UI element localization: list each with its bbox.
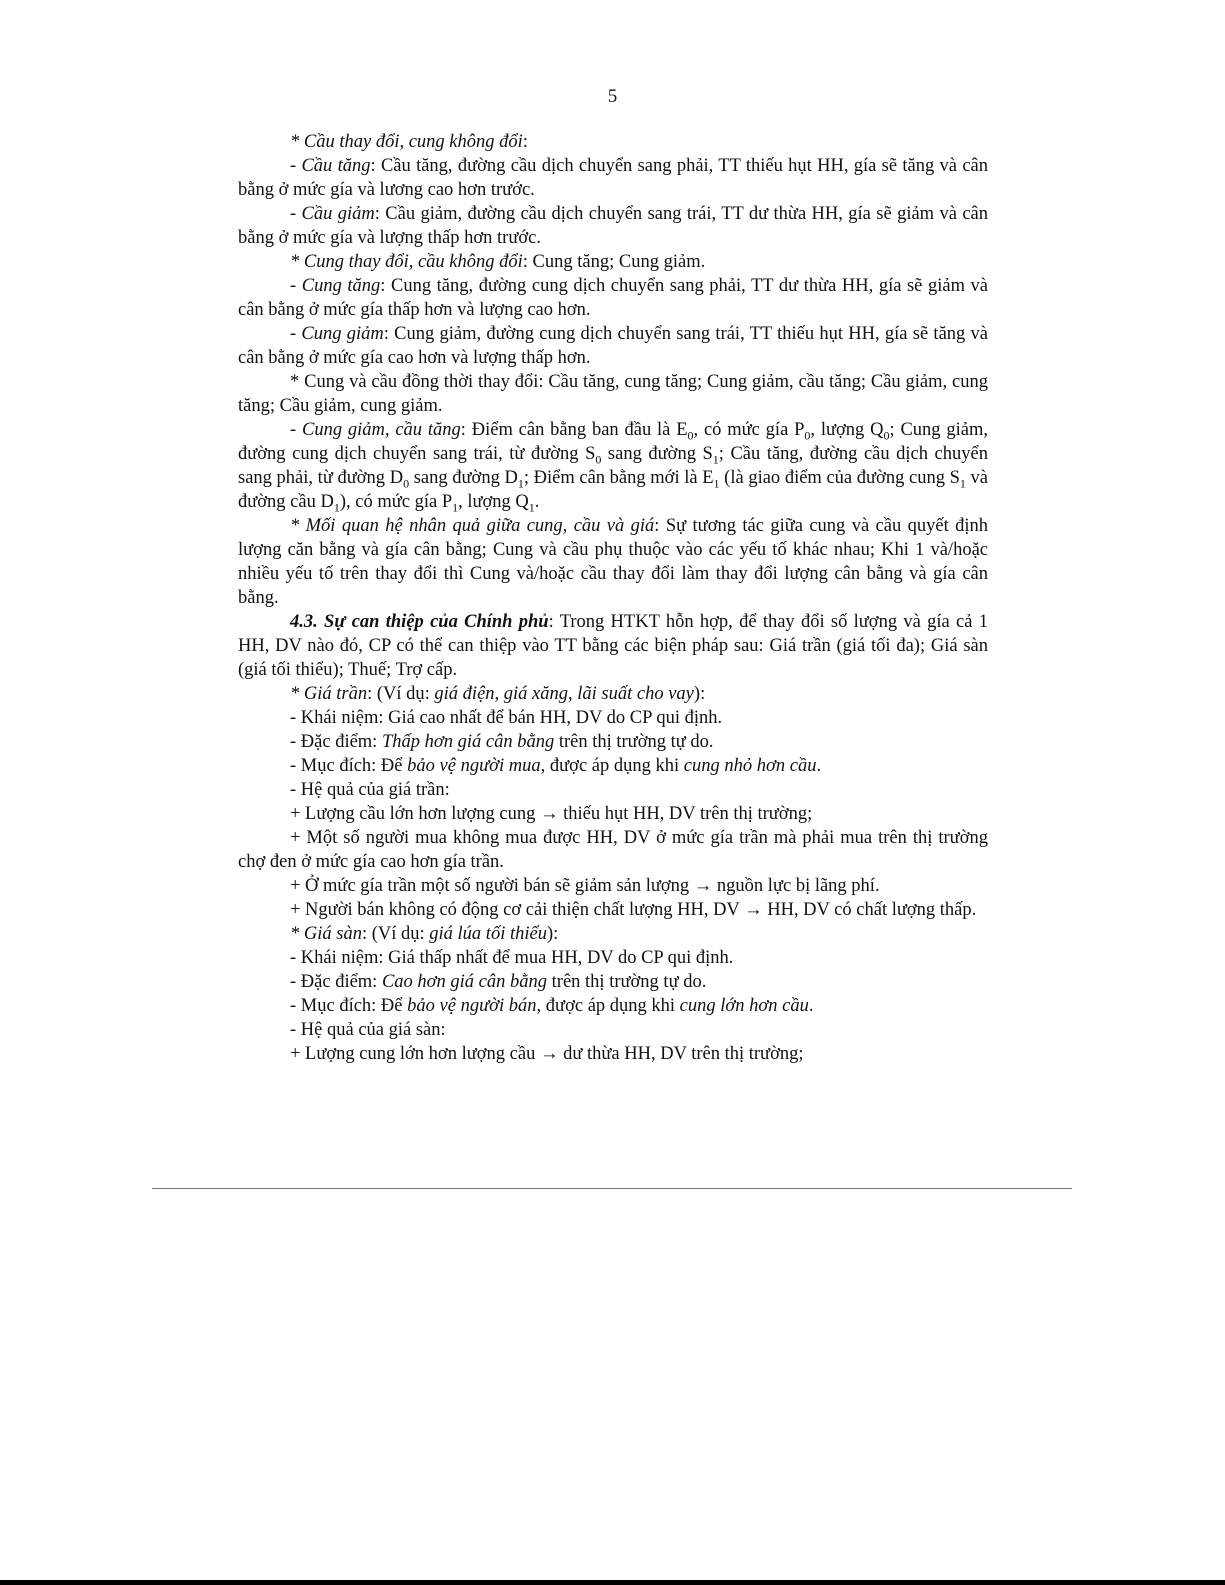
price-floor-heading: * Giá sàn: (Ví dụ: giá lúa tối thiểu): bbox=[290, 924, 559, 944]
price-floor-purpose: - Mục đích: Để bảo vệ người bán, được áp dụng khi cung lớn hơn cầu. bbox=[290, 996, 814, 1016]
price-floor-consequence-heading: - Hệ quả của giá sàn: bbox=[290, 1020, 446, 1040]
document-body bbox=[238, 130, 988, 1066]
demand-change-heading: * Cầu thay đổi, cung không đổi: bbox=[290, 132, 528, 152]
price-floor-concept: - Khái niệm: Giá thấp nhất để mua HH, DV do CP qui định. bbox=[290, 948, 734, 968]
supply-increase-paragraph: - Cung tăng: Cung tăng, đường cung dịch chuyển sang phải, TT dư thừa HH, gía sẽ giảm và cân bằng ở mức gía thấp hơn và lượng cao hơn. bbox=[238, 276, 988, 320]
causal-relation-paragraph: * Mối quan hệ nhân quả giữa cung, cầu và giá: Sự tương tác giữa cung và cầu quyết định lượng căn bằng và gía cân bằng; Cung và cầu phụ thuộc vào các yếu tố khác nhau; Khi 1 và/hoặc nhiều yếu tố trên thay đổi thì Cung và/hoặc cầu thay đổi làm thay đổi lượng cân bằng và gía cân bằng. bbox=[238, 516, 988, 608]
page-bottom-edge bbox=[0, 1580, 1225, 1585]
price-ceiling-consequence-heading: - Hệ quả của giá trần: bbox=[290, 780, 450, 800]
page-number: 5 bbox=[607, 86, 618, 107]
footer-divider bbox=[152, 1188, 1072, 1189]
price-ceiling-consequence-item: + Ở mức gía trần một số người bán sẽ giảm sản lượng → nguồn lực bị lãng phí. bbox=[290, 876, 880, 896]
price-floor-consequence-item: + Lượng cung lớn hơn lượng cầu → dư thừa HH, DV trên thị trường; bbox=[290, 1044, 804, 1064]
price-ceiling-heading: * Giá trần: (Ví dụ: giá điện, giá xăng, lãi suất cho vay): bbox=[290, 684, 706, 704]
price-ceiling-consequence-item: + Lượng cầu lớn hơn lượng cung → thiếu hụt HH, DV trên thị trường; bbox=[290, 804, 813, 824]
price-ceiling-concept: - Khái niệm: Giá cao nhất để bán HH, DV do CP qui định. bbox=[290, 708, 723, 728]
demand-decrease-paragraph: - Cầu giảm: Cầu giảm, đường cầu dịch chuyển sang trái, TT dư thừa HH, gía sẽ giảm và cân bằng ở mức gía và lượng thấp hơn trước. bbox=[238, 204, 988, 248]
price-ceiling-feature: - Đặc điểm: Thấp hơn giá cân bằng trên thị trường tự do. bbox=[290, 732, 714, 752]
supply-down-demand-up-paragraph: - Cung giảm, cầu tăng: Điểm cân bằng ban đầu là $E_0$, có mức gía $P_0$, lượng $Q_0$; Cung giảm, đường cung dịch chuyển sang trái, từ đường $S_0$ sang đường $S_1$; Cầu tăng, đường cầu dịch chuyển sang phải, từ đường $D_0$ sang đường $D_1$; Điểm cân bằng mới là $E_1$ (là giao điểm của đường cung $S_1$ và đường cầu $D_1$), có mức gía $P_1$, lượng $Q_1$. bbox=[238, 420, 988, 515]
both-change-heading: * Cung và cầu đồng thời thay đổi: Cầu tăng, cung tăng; Cung giảm, cầu tăng; Cầu giảm, cung tăng; Cầu giảm, cung giảm. bbox=[238, 372, 988, 416]
demand-increase-paragraph: - Cầu tăng: Cầu tăng, đường cầu dịch chuyển sang phải, TT thiếu hụt HH, gía sẽ tăng và cân bằng ở mức gía và lương cao hơn trước. bbox=[238, 156, 989, 200]
price-floor-feature: - Đặc điểm: Cao hơn giá cân bằng trên thị trường tự do. bbox=[290, 972, 707, 992]
price-ceiling-consequence-item: + Một số người mua không mua được HH, DV ở mức gía trần mà phải mua trên thị trường chợ đen ở mức gía cao hơn gía trần. bbox=[238, 828, 988, 872]
supply-decrease-paragraph: - Cung giảm: Cung giảm, đường cung dịch chuyển sang trái, TT thiếu hụt HH, gía sẽ tăng và cân bằng ở mức gía cao hơn và lượng thấp hơn. bbox=[238, 324, 989, 368]
government-intervention-paragraph: 4.3. Sự can thiệp của Chính phủ: Trong HTKT hỗn hợp, để thay đổi số lượng và gía cả 1 HH, DV nào đó, CP có thể can thiệp vào TT bằng các biện pháp sau: Giá trần (giá tối đa); Giá sàn (giá tối thiểu); Thuế; Trợ cấp. bbox=[238, 612, 988, 680]
supply-change-heading: * Cung thay đổi, cầu không đổi: Cung tăng; Cung giảm. bbox=[290, 252, 706, 272]
price-ceiling-consequence-item: + Người bán không có động cơ cải thiện chất lượng HH, DV → HH, DV có chất lượng thấp. bbox=[290, 900, 977, 920]
price-ceiling-purpose: - Mục đích: Để bảo vệ người mua, được áp dụng khi cung nhỏ hơn cầu. bbox=[290, 756, 822, 776]
